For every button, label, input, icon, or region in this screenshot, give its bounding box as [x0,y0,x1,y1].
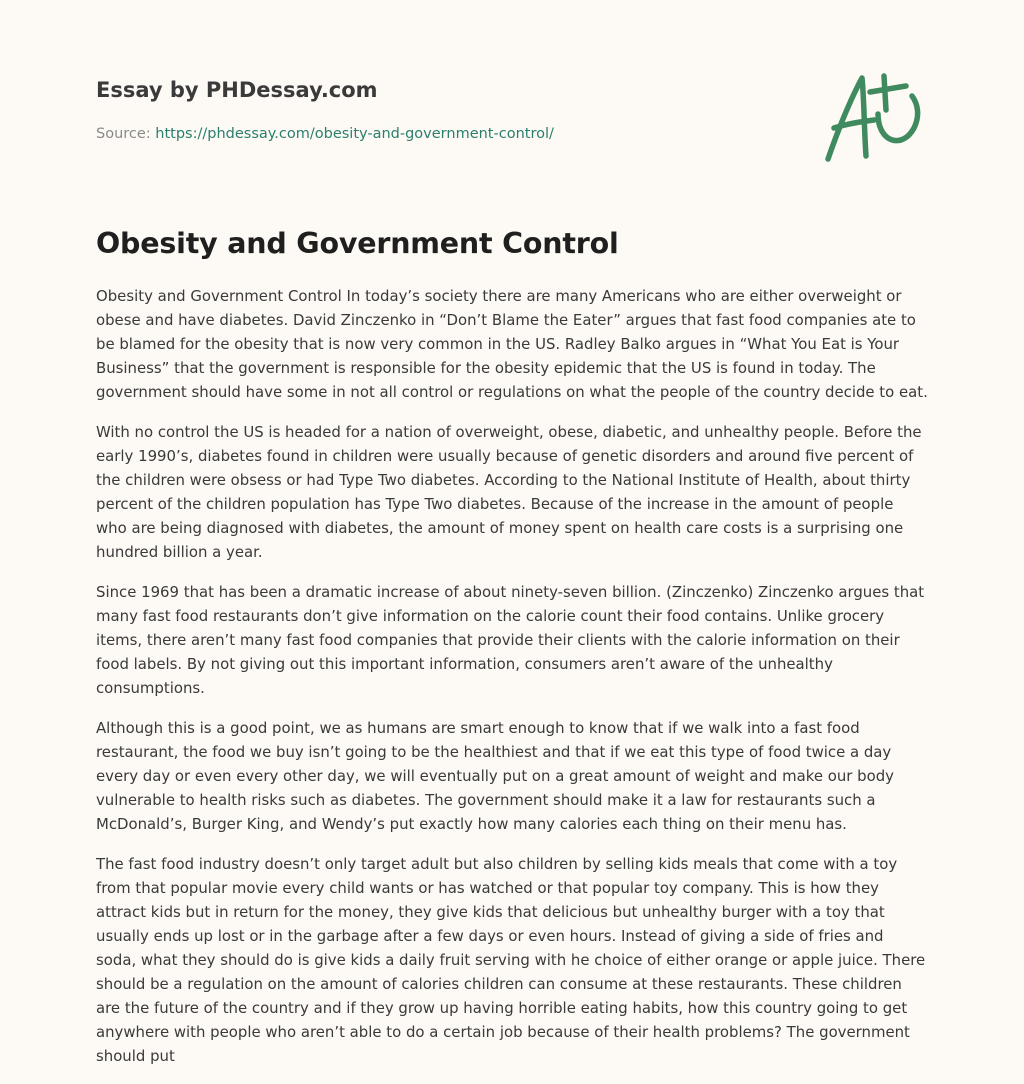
a-plus-grade-icon [818,66,928,166]
essay-paragraph: With no control the US is headed for a nation of overweight, obese, diabetic, and unhealthy people. Before the early 1990’s, diabetes found in children were usually because of genetic disorders and around five percent of the children were obsess or had Type Two diabetes. According to the National Institute of Health, about thirty percent of the children population has Type Two diabetes. Because of the increase in the amount of people who are being diagnosed with diabetes, the amount of money spent on health care costs is a surprising one hundred billion a year. [96,423,922,561]
essay-paragraph: The fast food industry doesn’t only target adult but also children by selling kids meals that come with a toy from that popular movie every child wants or has watched or that popular toy company. This is how they attract kids but in return for the money, they give kids that delicious but unhealthy burger with a toy that usually ends up lost or in the garbage after a few days or even hours. Instead of giving a side of fries and soda, what they should do is give kids a daily fruit serving with he choice of either orange or apple juice. There should be a regulation on the amount of calories children can consume at these restaurants. These children are the future of the country and if they grow up having horrible eating habits, how this country going to get anywhere with people who aren’t able to do a certain job because of their health problems? The government should put [96,855,926,1065]
brand-title: Essay by PHDessay.com [96,78,378,102]
essay-title: Obesity and Government Control [96,227,619,260]
essay-body [96,284,928,1084]
essay-paragraph: Obesity and Government Control In today’s society there are many Americans who are either overweight or obese and have diabetes. David Zinczenko in “Don’t Blame the Eater” argues that fast food companies ate to be blamed for the obesity that is now very common in the US. Radley Balko argues in “What You Eat is Your Business” that the government is responsible for the obesity epidemic that the US is found in today. The government should have some in not all control or regulations on what the people of the country decide to eat. [96,287,928,401]
source-label: Source: [96,126,156,142]
essay-paragraph: Since 1969 that has been a dramatic increase of about ninety-seven billion. (Zinczenko) Zinczenko argues that many fast food restaurants don’t give information on the calorie count their food contains. Unlike grocery items, there aren’t many fast food companies that provide their clients with the calorie information on their food labels. By not giving out this important information, consumers aren’t aware of the unhealthy consumptions. [96,583,925,697]
source-line [96,124,796,144]
essay-paragraph: Although this is a good point, we as humans are smart enough to know that if we walk into a fast food restaurant, the food we buy isn’t going to be the healthiest and that if we eat this type of food twice a day every day or even every other day, we will eventually put on a great amount of weight and make our body vulnerable to health risks such as diabetes. The government should make it a law for restaurants such a McDonald’s, Burger King, and Wendy’s put exactly how many calories each thing on their menu has. [96,719,894,833]
document-header [96,76,796,144]
source-link[interactable]: https://phdessay.com/obesity-and-government-control/ [155,126,554,142]
